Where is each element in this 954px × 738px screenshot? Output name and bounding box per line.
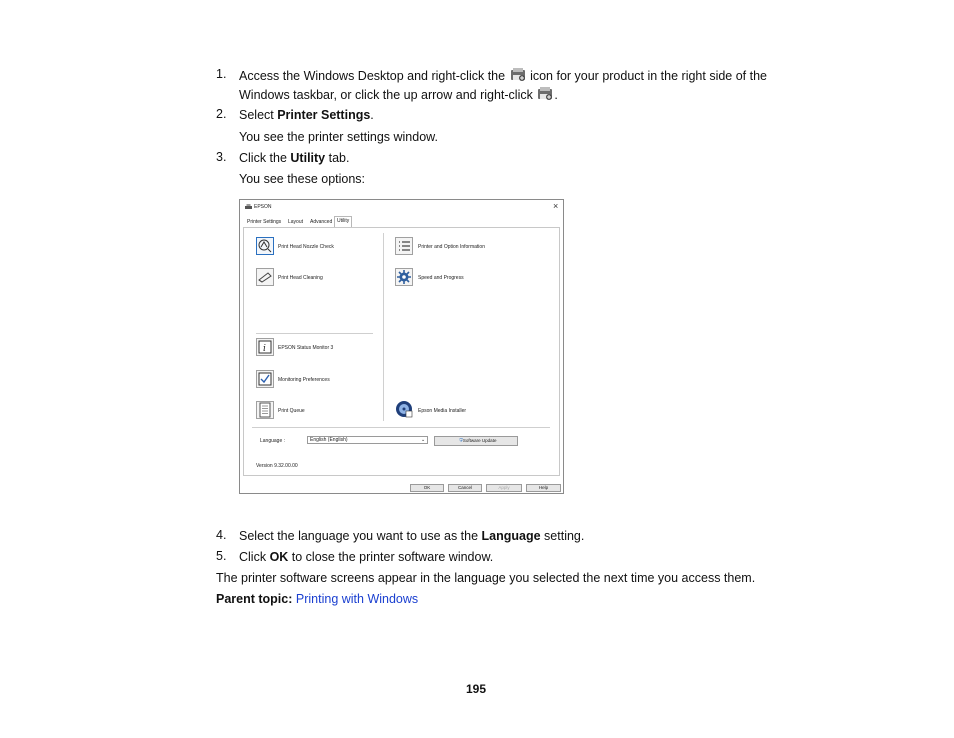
step-5: Click OK to close the printer software window.	[239, 550, 494, 564]
tab-layout[interactable]: Layout	[288, 219, 304, 225]
print-queue-label: Print Queue	[278, 408, 305, 414]
nozzle-check-icon[interactable]	[256, 237, 274, 255]
tab-printer-settings[interactable]: Printer Settings	[247, 219, 282, 225]
document-list-icon[interactable]	[256, 401, 274, 419]
nozzle-check-label: Print Head Nozzle Check	[278, 244, 334, 250]
note-after-step-2: You see the printer settings window.	[239, 130, 438, 144]
ok-button[interactable]: OK	[410, 484, 444, 492]
head-cleaning-label: Print Head Cleaning	[278, 275, 323, 281]
shield-icon: ⛨	[459, 438, 463, 443]
apply-button[interactable]: Apply	[486, 484, 522, 492]
svg-text:i: i	[263, 344, 266, 354]
speed-progress-label: Speed and Progress	[418, 275, 464, 281]
list-icon[interactable]	[395, 237, 413, 255]
parent-topic	[216, 591, 418, 607]
step-number: 3.	[216, 150, 227, 164]
step-1-line-1: Access the Windows Desktop and right-click the icon for your product in the right side of the	[239, 69, 768, 83]
monitoring-preferences-label: Monitoring Preferences	[278, 377, 330, 383]
page-number: 195	[466, 682, 487, 696]
close-icon[interactable]: ×	[553, 201, 559, 211]
parent-topic-label: Parent topic:	[216, 592, 293, 606]
closing-note: The printer software screens appear in the language you selected the next time you access them.	[216, 571, 756, 585]
step-number: 5.	[216, 549, 227, 563]
media-installer-label: Epson Media Installer	[418, 408, 467, 414]
tab-advanced[interactable]: Advanced	[310, 219, 333, 225]
step-number: 4.	[216, 528, 227, 542]
info-icon[interactable]	[256, 338, 274, 356]
step-3: Click the Utility tab.	[239, 151, 350, 165]
dialog-title: EPSON	[254, 204, 272, 210]
language-select-value: English (English)	[310, 437, 348, 443]
status-monitor-label: EPSON Status Monitor 3	[278, 345, 334, 351]
parent-topic-link[interactable]: Printing with Windows	[295, 592, 419, 606]
media-installer-icon[interactable]	[395, 400, 413, 418]
chevron-down-icon: ⌄	[421, 437, 426, 443]
language-label: Language :	[260, 438, 286, 444]
step-1-line-2: Windows taskbar, or click the up arrow and right-click .	[239, 88, 558, 102]
language-select[interactable]	[307, 436, 428, 444]
step-2: Select Printer Settings.	[239, 108, 374, 122]
software-update-button[interactable]: ⛨Software Update	[434, 436, 518, 446]
step-4: Select the language you want to use as the Language setting.	[239, 529, 585, 543]
head-cleaning-icon[interactable]	[256, 268, 274, 286]
utility-panel	[243, 227, 560, 476]
step-number: 1.	[216, 67, 227, 81]
help-button[interactable]: Help	[526, 484, 561, 492]
cancel-button[interactable]: Cancel	[448, 484, 482, 492]
section-separator	[252, 427, 550, 428]
checkbox-icon[interactable]	[256, 370, 274, 388]
printer-taskbar-icon	[509, 67, 527, 83]
tab-utility[interactable]: Utility	[334, 216, 352, 228]
printer-icon	[245, 204, 252, 210]
gear-icon[interactable]	[395, 268, 413, 286]
version-text: Version 9.32.00.00	[256, 463, 298, 469]
section-separator	[256, 333, 373, 334]
column-divider	[383, 233, 384, 421]
dialog-titlebar	[240, 200, 563, 215]
note-after-step-3: You see these options:	[239, 172, 366, 186]
epson-printer-settings-dialog	[239, 199, 564, 494]
printer-taskbar-icon	[536, 86, 554, 102]
printer-info-label: Printer and Option Information	[418, 244, 485, 250]
step-number: 2.	[216, 107, 227, 121]
